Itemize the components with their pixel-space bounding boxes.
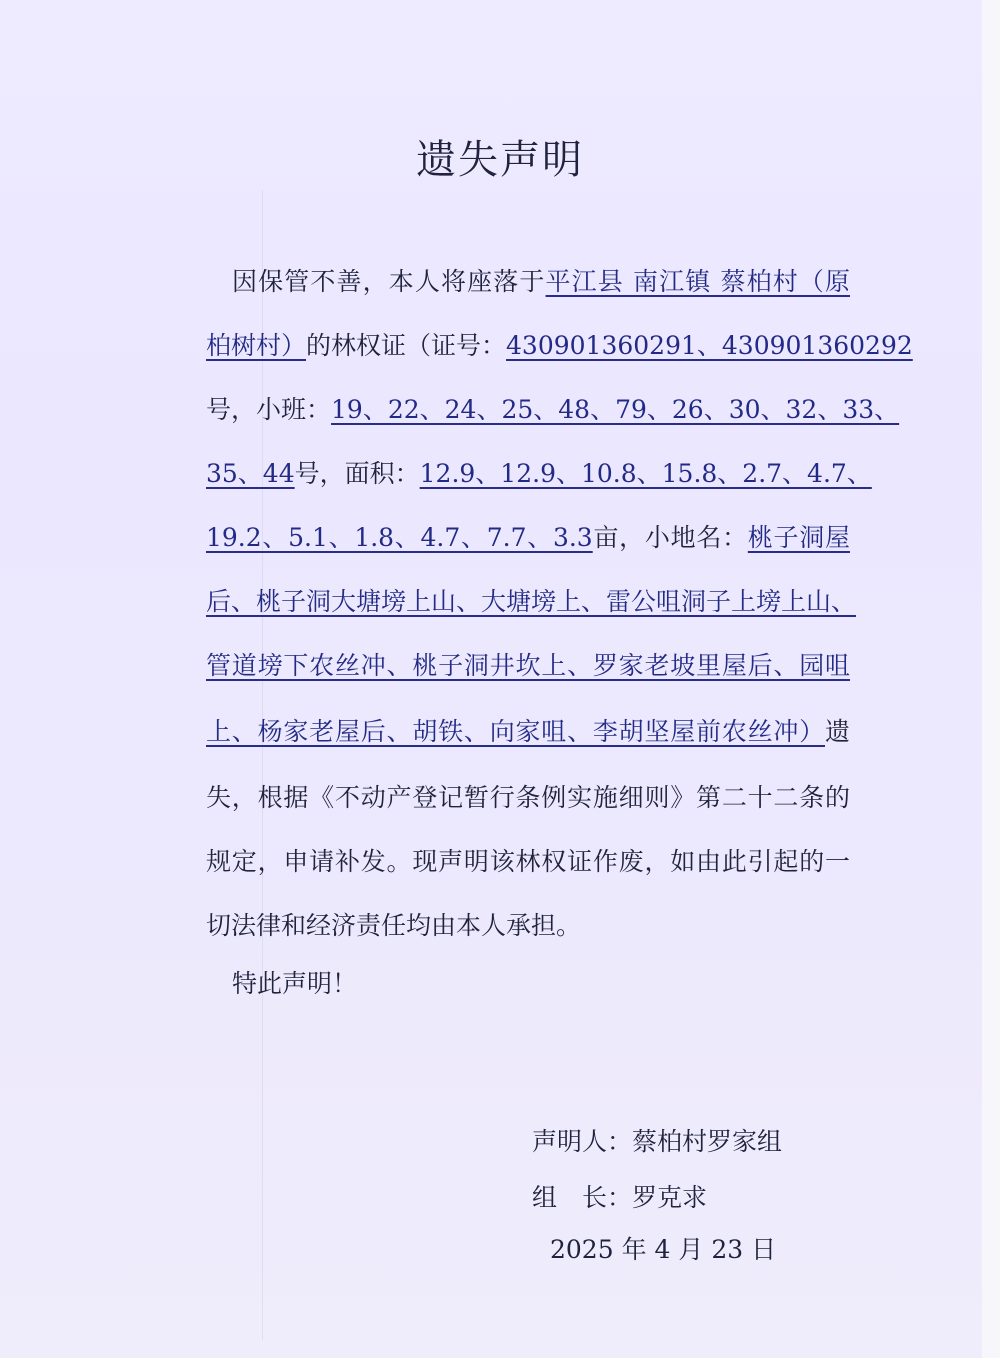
place-names: 上、杨家老屋后、胡铁、向家咀、李胡坚屋前农丝冲） xyxy=(206,717,825,746)
location-underlined: 柏树村） xyxy=(206,331,307,360)
body-line-5 xyxy=(206,518,850,558)
body-text: 号，面积： xyxy=(294,459,420,488)
body-line-4 xyxy=(206,454,872,494)
closing-statement: 特此声明！ xyxy=(232,969,358,998)
certificate-numbers: 430901360291、430901360292 xyxy=(506,331,913,360)
subcompartment-numbers: 19、22、24、25、48、79、26、30、32、33、 xyxy=(331,395,900,424)
body-line-11: 切法律和经济责任均由本人承担。 xyxy=(206,911,582,940)
subcompartment-numbers: 35、44 xyxy=(206,459,295,488)
location-underlined: 平江县 南江镇 蔡柏村（原 xyxy=(545,267,850,296)
body-line-2 xyxy=(206,326,913,366)
body-text: 亩，小地名： xyxy=(592,523,748,552)
document-title: 遗失声明 xyxy=(416,137,584,183)
body-text: 号，小班： xyxy=(206,395,332,424)
body-line-3 xyxy=(206,390,900,430)
body-line-1 xyxy=(232,262,850,302)
body-text: 的林权证（证号： xyxy=(306,331,507,360)
body-line-9: 失，根据《不动产登记暂行条例实施细则》第二十二条的 xyxy=(206,783,850,812)
area-values: 12.9、12.9、10.8、15.8、2.7、4.7、 xyxy=(419,459,872,488)
scan-edge xyxy=(982,0,1000,1358)
declaration-date: 2025 年 4 月 23 日 xyxy=(550,1235,777,1264)
body-line-7: 管道塝下农丝冲、桃子洞井坎上、罗家老坡里屋后、园咀 xyxy=(206,651,850,680)
body-line-10: 规定，申请补发。现声明该林权证作废，如由此引起的一 xyxy=(206,847,850,876)
body-line-6: 后、桃子洞大塘塝上山、大塘塝上、雷公咀洞子上塝上山、 xyxy=(206,587,857,616)
group-leader-line: 组 长：罗克求 xyxy=(532,1183,708,1212)
declarant-line: 声明人：蔡柏村罗家组 xyxy=(532,1127,783,1156)
area-values: 19.2、5.1、1.8、4.7、7.7、3.3 xyxy=(206,523,593,552)
body-line-8 xyxy=(206,712,850,752)
place-names: 桃子洞屋 xyxy=(747,523,850,552)
body-text: 遗 xyxy=(824,717,850,746)
body-text: 因保管不善，本人将座落于 xyxy=(232,267,546,296)
